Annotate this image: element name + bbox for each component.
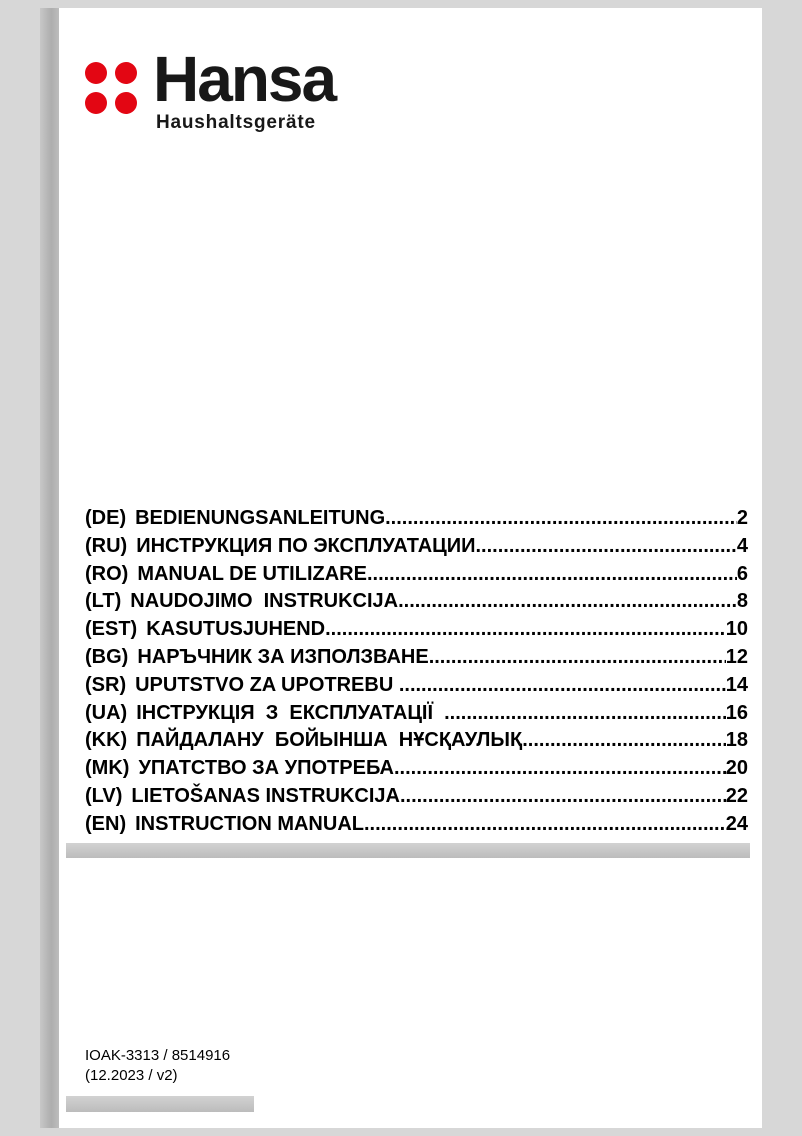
toc-title: MANUAL DE UTILIZARE — [137, 562, 367, 585]
toc-entry — [85, 505, 748, 533]
logo-dot — [85, 62, 107, 84]
document-revision: (12.2023 / v2) — [85, 1067, 178, 1084]
toc-dot-leader — [400, 783, 726, 811]
toc-title: УПАТСТВО ЗА УПОТРЕБА — [138, 757, 394, 780]
toc-language-code: (KK) — [85, 729, 128, 752]
toc-title: INSTRUCTION MANUAL — [135, 812, 364, 835]
table-of-contents — [85, 505, 748, 839]
toc-entry — [85, 672, 748, 700]
toc-language-code: (BG) — [85, 645, 129, 668]
toc-language-code: (MK) — [85, 757, 130, 780]
brand-tagline: Haushaltsgeräte — [156, 112, 316, 133]
footer — [85, 1046, 230, 1086]
toc-dot-leader — [398, 588, 737, 616]
toc-entry — [85, 727, 748, 755]
toc-entry — [85, 644, 748, 672]
toc-page-number: 6 — [736, 562, 748, 585]
toc-title: ПАЙДАЛАНУ БОЙЫНША НҰСҚАУЛЫҚ — [136, 729, 523, 752]
logo-dot — [115, 62, 137, 84]
toc-dot-leader — [522, 727, 726, 755]
toc-dot-leader — [364, 811, 726, 839]
logo-dot — [115, 92, 137, 114]
toc-title: BEDIENUNGSANLEITUNG — [135, 507, 386, 529]
toc-language-code: (LT) — [85, 590, 122, 613]
divider-bar — [66, 843, 750, 858]
toc-page-number: 2 — [736, 507, 748, 529]
toc-page-number: 18 — [725, 729, 748, 752]
toc-title: ИНСТРУКЦИЯ ПО ЭКСПЛУАТАЦИИ — [136, 534, 476, 557]
hansa-logo — [85, 43, 336, 134]
toc-language-code: (RO) — [85, 562, 129, 585]
toc-language-code: (LV) — [85, 784, 123, 807]
toc-page-number: 20 — [725, 757, 748, 780]
toc-dot-leader — [444, 700, 726, 728]
toc-dot-leader — [476, 533, 737, 561]
toc-dot-leader — [385, 505, 737, 533]
toc-dot-leader — [325, 616, 726, 644]
bottom-bar — [66, 1096, 254, 1112]
toc-entry — [85, 700, 748, 728]
toc-dot-leader — [399, 672, 726, 700]
brand-text-block — [153, 43, 336, 134]
toc-page-number: 10 — [725, 618, 748, 641]
toc-page-number: 12 — [725, 645, 748, 668]
toc-dot-leader — [429, 644, 726, 672]
toc-language-code: (UA) — [85, 701, 128, 724]
toc-title: LIETOŠANAS INSTRUKCIJA — [131, 784, 400, 807]
toc-page-number: 16 — [725, 701, 748, 724]
toc-title: KASUTUSJUHEND — [146, 618, 326, 641]
toc-page-number: 24 — [725, 812, 748, 835]
toc-entry — [85, 561, 748, 589]
toc-title: ІНСТРУКЦІЯ З ЕКСПЛУАТАЦІЇ — [136, 701, 445, 724]
toc-entry — [85, 533, 748, 561]
toc-entry — [85, 755, 748, 783]
toc-dot-leader — [394, 755, 726, 783]
toc-language-code: (EST) — [85, 618, 138, 641]
toc-language-code: (RU) — [85, 534, 128, 557]
hansa-dots-icon — [85, 62, 137, 114]
toc-title: UPUTSTVO ZA UPOTREBU — [135, 673, 399, 696]
toc-entry — [85, 811, 748, 839]
toc-language-code: (SR) — [85, 673, 127, 696]
toc-title: NAUDOJIMO INSTRUKCIJA — [130, 590, 399, 613]
toc-page-number: 8 — [736, 590, 748, 613]
toc-title: НАРЪЧНИК ЗА ИЗПОЛЗВАНЕ — [137, 645, 429, 668]
toc-page-number: 14 — [725, 673, 748, 696]
brand-name: Hansa — [153, 43, 336, 115]
toc-page-number: 22 — [725, 784, 748, 807]
document-page — [59, 8, 762, 1128]
document-code: IOAK-3313 / 8514916 — [85, 1047, 231, 1064]
toc-page-number: 4 — [736, 534, 748, 557]
scan-edge-shadow — [40, 8, 59, 1128]
toc-dot-leader — [367, 561, 737, 589]
toc-language-code: (DE) — [85, 507, 127, 529]
toc-entry — [85, 783, 748, 811]
logo-dot — [85, 92, 107, 114]
toc-entry — [85, 616, 748, 644]
toc-language-code: (EN) — [85, 812, 127, 835]
toc-entry — [85, 588, 748, 616]
